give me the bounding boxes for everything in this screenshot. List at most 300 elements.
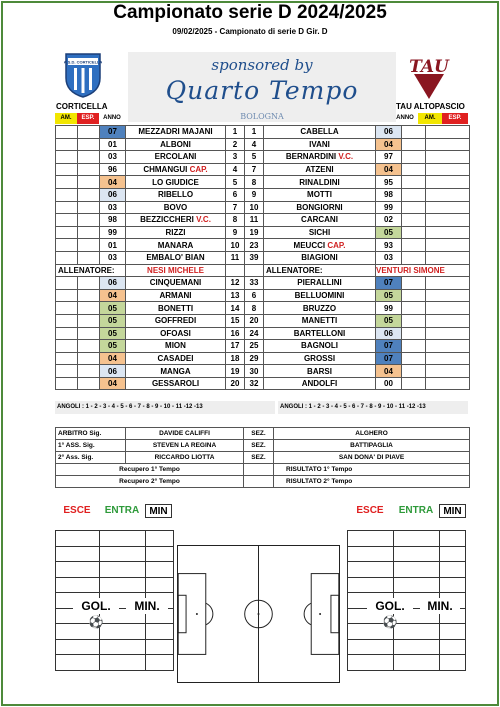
- away-number: 5: [245, 151, 264, 164]
- tau-logo-text: TAU: [409, 57, 449, 77]
- away-am-cell: [402, 126, 426, 139]
- grid-cell[interactable]: [146, 639, 174, 655]
- away-number: 10: [245, 201, 264, 214]
- home-esp-cell: [78, 327, 100, 340]
- home-esp-cell: [78, 226, 100, 239]
- away-esp-cell: [426, 302, 470, 315]
- referee-label: ARBITRO Sig.: [56, 428, 126, 440]
- home-player: [126, 226, 226, 239]
- home-number: 19: [226, 365, 245, 378]
- crest-text: A.S.D. CORTICELLA: [64, 59, 102, 65]
- away-player-name: RINALDINI: [299, 177, 340, 187]
- grid-cell[interactable]: [440, 546, 466, 562]
- roster-row: [56, 239, 470, 252]
- home-number: 16: [226, 327, 245, 340]
- home-am-cell: [56, 163, 78, 176]
- home-am-cell: [56, 277, 78, 290]
- away-year: 95: [376, 176, 402, 189]
- grid-cell[interactable]: [440, 655, 466, 671]
- home-year: 98: [100, 214, 126, 227]
- grid-cell[interactable]: [348, 577, 394, 593]
- grid-cell[interactable]: [394, 577, 440, 593]
- away-player-name: BIAGIONI: [301, 253, 338, 263]
- away-player: [264, 251, 376, 264]
- home-number: 9: [226, 226, 245, 239]
- away-am-cell: [402, 138, 426, 151]
- away-am-cell: [402, 277, 426, 290]
- home-player-name: MANARA: [157, 240, 194, 250]
- home-esp-cell: [78, 201, 100, 214]
- grid-cell[interactable]: [56, 562, 100, 578]
- grid-cell[interactable]: [100, 624, 146, 640]
- away-bench-player: PIERALLINI: [264, 277, 376, 290]
- grid-cell[interactable]: [100, 655, 146, 671]
- grid-row: [56, 639, 174, 655]
- coach-spacer: [226, 264, 245, 277]
- away-am-cell: [402, 251, 426, 264]
- roster-row: [56, 163, 470, 176]
- away-player: [264, 239, 376, 252]
- roster-row: [56, 126, 470, 139]
- assistant1-section: BATTIPAGLIA: [274, 440, 470, 452]
- away-esp-cell: [426, 214, 470, 227]
- home-player-name: RIBELLO: [157, 190, 194, 200]
- grid-cell[interactable]: [100, 531, 146, 547]
- away-am-cell: [402, 365, 426, 378]
- home-am-cell: [56, 151, 78, 164]
- home-esp-cell: [78, 163, 100, 176]
- grid-cell[interactable]: [56, 655, 100, 671]
- away-esp-cell: [426, 151, 470, 164]
- away-bench-player: MANETTI: [264, 314, 376, 327]
- home-esp-cell: [78, 251, 100, 264]
- away-number: 19: [245, 226, 264, 239]
- away-min-label: MIN: [439, 504, 466, 518]
- roster-row: [56, 138, 470, 151]
- bench-row: [56, 327, 470, 340]
- roster-row: [56, 201, 470, 214]
- away-number: 30: [245, 365, 264, 378]
- away-esp-cell: [426, 176, 470, 189]
- home-am-cell: [56, 226, 78, 239]
- recovery1-row: [56, 464, 470, 476]
- grid-row: [56, 577, 174, 593]
- away-esp-cell: [426, 314, 470, 327]
- away-am-cell: [402, 201, 426, 214]
- bench-row: [56, 314, 470, 327]
- grid-row: [56, 655, 174, 671]
- away-player: [264, 138, 376, 151]
- away-player: [264, 214, 376, 227]
- coach-spacer: [245, 264, 264, 277]
- assistant1-row: [56, 440, 470, 452]
- home-esp-cell: [78, 302, 100, 315]
- home-am-cell: [56, 239, 78, 252]
- away-am-cell: [402, 226, 426, 239]
- grid-cell[interactable]: [100, 639, 146, 655]
- home-player: [126, 126, 226, 139]
- away-number: 33: [245, 277, 264, 290]
- grid-cell[interactable]: [394, 562, 440, 578]
- home-am-cell: [56, 138, 78, 151]
- away-player-name: CABELLA: [300, 127, 339, 137]
- home-year: 04: [100, 289, 126, 302]
- away-number: 23: [245, 239, 264, 252]
- away-year: 07: [376, 340, 402, 353]
- home-year: 96: [100, 163, 126, 176]
- away-player-name: SICHI: [308, 228, 331, 238]
- grid-cell[interactable]: [146, 655, 174, 671]
- away-esp-cell: [426, 352, 470, 365]
- grid-cell[interactable]: [348, 531, 394, 547]
- away-esp-cell: [426, 226, 470, 239]
- away-year: 00: [376, 377, 402, 390]
- assistant2-row: [56, 452, 470, 464]
- bench-row: [56, 277, 470, 290]
- grid-cell[interactable]: [394, 624, 440, 640]
- grid-cell[interactable]: [56, 577, 100, 593]
- home-team-name: CORTICELLA: [56, 102, 108, 111]
- home-am-cell: [56, 340, 78, 353]
- home-player: [126, 163, 226, 176]
- home-am-header: AM.: [55, 113, 77, 124]
- home-player: [126, 188, 226, 201]
- grid-cell[interactable]: [348, 546, 394, 562]
- grid-cell[interactable]: [394, 655, 440, 671]
- away-number: 9: [245, 188, 264, 201]
- home-goal-min-label: MIN.: [126, 598, 168, 614]
- home-number: 6: [226, 188, 245, 201]
- away-player-name: ATZENI: [305, 165, 334, 175]
- away-esp-cell: [426, 365, 470, 378]
- officials-table: [55, 427, 470, 488]
- away-year: 05: [376, 289, 402, 302]
- away-am-cell: [402, 151, 426, 164]
- home-am-cell: [56, 188, 78, 201]
- away-in-label: ENTRA: [398, 505, 434, 516]
- roster-row: [56, 251, 470, 264]
- away-am-cell: [402, 302, 426, 315]
- home-min-label: MIN: [145, 504, 172, 518]
- home-year: 05: [100, 302, 126, 315]
- home-number: 17: [226, 340, 245, 353]
- away-am-cell: [402, 188, 426, 201]
- bench-row: [56, 365, 470, 378]
- grid-cell[interactable]: [100, 562, 146, 578]
- away-player: [264, 176, 376, 189]
- home-goal-label: [73, 598, 119, 629]
- grid-cell[interactable]: [440, 562, 466, 578]
- home-year: 04: [100, 377, 126, 390]
- grid-row: [348, 624, 466, 640]
- grid-cell[interactable]: [394, 531, 440, 547]
- tau-logo-icon: [404, 52, 454, 100]
- away-number: 39: [245, 251, 264, 264]
- away-am-cell: [402, 239, 426, 252]
- away-am-cell: [402, 377, 426, 390]
- away-player: [264, 126, 376, 139]
- sponsored-by-label: sponsored by: [211, 56, 313, 74]
- away-year: 05: [376, 226, 402, 239]
- away-coach-cell: [264, 264, 376, 277]
- home-number: 3: [226, 151, 245, 164]
- home-goal-text: GOL.: [81, 599, 111, 613]
- result1-label: RISULTATO 1° Tempo: [274, 464, 470, 476]
- referee-section: ALGHERO: [274, 428, 470, 440]
- home-player: [126, 151, 226, 164]
- away-number: 24: [245, 327, 264, 340]
- grid-cell[interactable]: [348, 639, 394, 655]
- coach-row: [56, 264, 470, 277]
- away-bench-player: GROSSI: [264, 352, 376, 365]
- home-year: 07: [100, 126, 126, 139]
- home-coach-label: ALLENATORE:: [56, 264, 126, 277]
- roster-row: [56, 226, 470, 239]
- home-out-label: ESCE: [63, 505, 91, 516]
- home-number: 1: [226, 126, 245, 139]
- away-year: 05: [376, 314, 402, 327]
- home-esp-cell: [78, 214, 100, 227]
- away-number: 11: [245, 214, 264, 227]
- away-am-cell: [402, 352, 426, 365]
- away-esp-cell: [426, 201, 470, 214]
- home-player: [126, 239, 226, 252]
- grid-cell[interactable]: [348, 655, 394, 671]
- bench-row: [56, 289, 470, 302]
- home-number: 10: [226, 239, 245, 252]
- away-year: 04: [376, 138, 402, 151]
- home-number: 13: [226, 289, 245, 302]
- home-esp-cell: [78, 151, 100, 164]
- away-year: 99: [376, 201, 402, 214]
- away-coach-label: ALLENATORE:: [266, 265, 323, 275]
- grid-cell[interactable]: [56, 531, 100, 547]
- grid-cell[interactable]: [146, 546, 174, 562]
- grid-cell[interactable]: [440, 639, 466, 655]
- away-number: 1: [245, 126, 264, 139]
- away-number: 4: [245, 138, 264, 151]
- away-year: 98: [376, 188, 402, 201]
- home-esp-cell: [78, 365, 100, 378]
- away-am-cell: [402, 214, 426, 227]
- away-esp-cell: [426, 377, 470, 390]
- home-year: 06: [100, 188, 126, 201]
- home-number: 7: [226, 201, 245, 214]
- home-in-label: ENTRA: [104, 505, 140, 516]
- grid-row: [348, 577, 466, 593]
- recovery2-row: [56, 476, 470, 488]
- match-subtitle: 09/02/2025 - Campionato di serie D Gir. D: [172, 27, 328, 36]
- away-esp-header: ESP.: [442, 113, 468, 124]
- home-year: 03: [100, 251, 126, 264]
- home-am-cell: [56, 251, 78, 264]
- captain-badge: CAP.: [327, 240, 346, 250]
- grid-row: [348, 639, 466, 655]
- recovery1-label: Recupero 1° Tempo: [56, 464, 244, 476]
- grid-row: [348, 546, 466, 562]
- grid-cell[interactable]: [394, 546, 440, 562]
- sponsor-brand: Quarto Tempo: [165, 76, 359, 105]
- referee-sez-label: SEZ.: [244, 428, 274, 440]
- home-am-cell: [56, 352, 78, 365]
- grid-cell[interactable]: [56, 639, 100, 655]
- sponsor-banner: [128, 52, 396, 122]
- bench-row: [56, 340, 470, 353]
- grid-cell[interactable]: [440, 624, 466, 640]
- page-title: Campionato serie D 2024/2025: [113, 2, 387, 23]
- away-coach-name: VENTURI SIMONE: [376, 264, 470, 277]
- home-am-cell: [56, 214, 78, 227]
- home-year: 03: [100, 151, 126, 164]
- home-year: 06: [100, 365, 126, 378]
- home-bench-player: CINQUEMANI: [126, 277, 226, 290]
- home-number: 5: [226, 176, 245, 189]
- away-player-name: MEUCCI: [293, 240, 326, 250]
- away-player: [264, 151, 376, 164]
- home-number: 8: [226, 214, 245, 227]
- home-am-cell: [56, 201, 78, 214]
- home-player-name: BEZZICCHERI: [140, 215, 194, 225]
- grid-cell[interactable]: [100, 546, 146, 562]
- home-player-name: RIZZI: [165, 228, 186, 238]
- home-esp-cell: [78, 277, 100, 290]
- home-year: 99: [100, 226, 126, 239]
- grid-cell[interactable]: [348, 562, 394, 578]
- home-year: 04: [100, 176, 126, 189]
- home-bench-player: OFOASI: [126, 327, 226, 340]
- home-player: [126, 251, 226, 264]
- away-year: 06: [376, 126, 402, 139]
- away-number: 8: [245, 302, 264, 315]
- away-bench-player: BARSI: [264, 365, 376, 378]
- home-am-cell: [56, 377, 78, 390]
- away-anno-header: ANNO: [396, 115, 414, 121]
- referee-name: DAVIDE CALIFFI: [126, 428, 244, 440]
- assistant1-name: STEVEN LA REGINA: [126, 440, 244, 452]
- home-player-name: CHMANGUI: [143, 165, 188, 175]
- assistant1-sez-label: SEZ.: [244, 440, 274, 452]
- away-player: [264, 201, 376, 214]
- grid-row: [56, 624, 174, 640]
- away-bench-player: BELLUOMINI: [264, 289, 376, 302]
- home-bench-player: MION: [126, 340, 226, 353]
- home-player-name: LO GIUDICE: [152, 177, 199, 187]
- away-number: 6: [245, 289, 264, 302]
- away-player: [264, 163, 376, 176]
- away-esp-cell: [426, 251, 470, 264]
- home-player-name: MEZZADRI MAJANI: [138, 127, 213, 137]
- home-corners: ANGOLI : 1 - 2 - 3 - 4 - 5 - 6 - 7 - 8 - 9 - 10 - 11 -12 -13: [55, 401, 275, 414]
- away-year: 04: [376, 163, 402, 176]
- ball-icon: ⚽: [382, 615, 398, 629]
- grid-cell[interactable]: [440, 531, 466, 547]
- away-am-cell: [402, 340, 426, 353]
- grid-cell[interactable]: [100, 577, 146, 593]
- grid-cell[interactable]: [146, 531, 174, 547]
- ball-icon: ⚽: [88, 615, 104, 629]
- away-player: [264, 226, 376, 239]
- home-bench-player: MANGA: [126, 365, 226, 378]
- home-player-name: BOVO: [163, 202, 188, 212]
- home-year: 04: [100, 352, 126, 365]
- home-bench-player: ARMANI: [126, 289, 226, 302]
- grid-row: [348, 531, 466, 547]
- grid-cell[interactable]: [146, 577, 174, 593]
- home-am-cell: [56, 365, 78, 378]
- home-number: 15: [226, 314, 245, 327]
- grid-cell[interactable]: [56, 546, 100, 562]
- grid-cell[interactable]: [440, 577, 466, 593]
- home-esp-cell: [78, 314, 100, 327]
- home-year: 01: [100, 138, 126, 151]
- away-year: 07: [376, 352, 402, 365]
- away-number: 29: [245, 352, 264, 365]
- home-player: [126, 138, 226, 151]
- away-year: 93: [376, 239, 402, 252]
- away-goal-text: GOL.: [375, 599, 405, 613]
- home-player-name: EMBALO' BIAN: [146, 253, 205, 263]
- home-year: 05: [100, 340, 126, 353]
- away-player-name: BERNARDINI: [285, 152, 337, 162]
- home-bench-player: GOFFREDI: [126, 314, 226, 327]
- home-number: 18: [226, 352, 245, 365]
- home-am-cell: [56, 176, 78, 189]
- away-bench-player: BAGNOLI: [264, 340, 376, 353]
- home-esp-cell: [78, 138, 100, 151]
- home-am-cell: [56, 302, 78, 315]
- away-year: 99: [376, 302, 402, 315]
- away-goal-min-label: MIN.: [420, 598, 460, 614]
- away-year: 03: [376, 251, 402, 264]
- grid-row: [56, 546, 174, 562]
- grid-cell[interactable]: [146, 624, 174, 640]
- away-esp-cell: [426, 289, 470, 302]
- grid-cell[interactable]: [146, 562, 174, 578]
- grid-row: [56, 562, 174, 578]
- home-anno-header: ANNO: [103, 115, 121, 121]
- home-player-name: ALBONI: [160, 139, 191, 149]
- away-esp-cell: [426, 188, 470, 201]
- home-number: 11: [226, 251, 245, 264]
- grid-row: [348, 655, 466, 671]
- grid-row: [56, 531, 174, 547]
- away-esp-cell: [426, 277, 470, 290]
- home-player-name: ERCOLANI: [154, 152, 197, 162]
- captain-badge: V.C.: [338, 152, 354, 162]
- home-number: 14: [226, 302, 245, 315]
- away-year: 07: [376, 277, 402, 290]
- roster-row: [56, 176, 470, 189]
- assistant1-label: 1° ASS. Sig.: [56, 440, 126, 452]
- home-bench-player: GESSAROLI: [126, 377, 226, 390]
- home-year: 06: [100, 277, 126, 290]
- away-player-name: BONGIORNI: [296, 202, 343, 212]
- home-year: 05: [100, 327, 126, 340]
- away-esp-cell: [426, 327, 470, 340]
- home-esp-header: ESP.: [77, 113, 99, 124]
- away-number: 25: [245, 340, 264, 353]
- corticella-crest-icon: [64, 52, 102, 98]
- grid-cell[interactable]: [394, 639, 440, 655]
- home-esp-cell: [78, 340, 100, 353]
- away-am-cell: [402, 163, 426, 176]
- home-player: [126, 201, 226, 214]
- away-number: 7: [245, 163, 264, 176]
- away-number: 32: [245, 377, 264, 390]
- home-esp-cell: [78, 377, 100, 390]
- away-am-header: AM.: [418, 113, 442, 124]
- away-esp-cell: [426, 239, 470, 252]
